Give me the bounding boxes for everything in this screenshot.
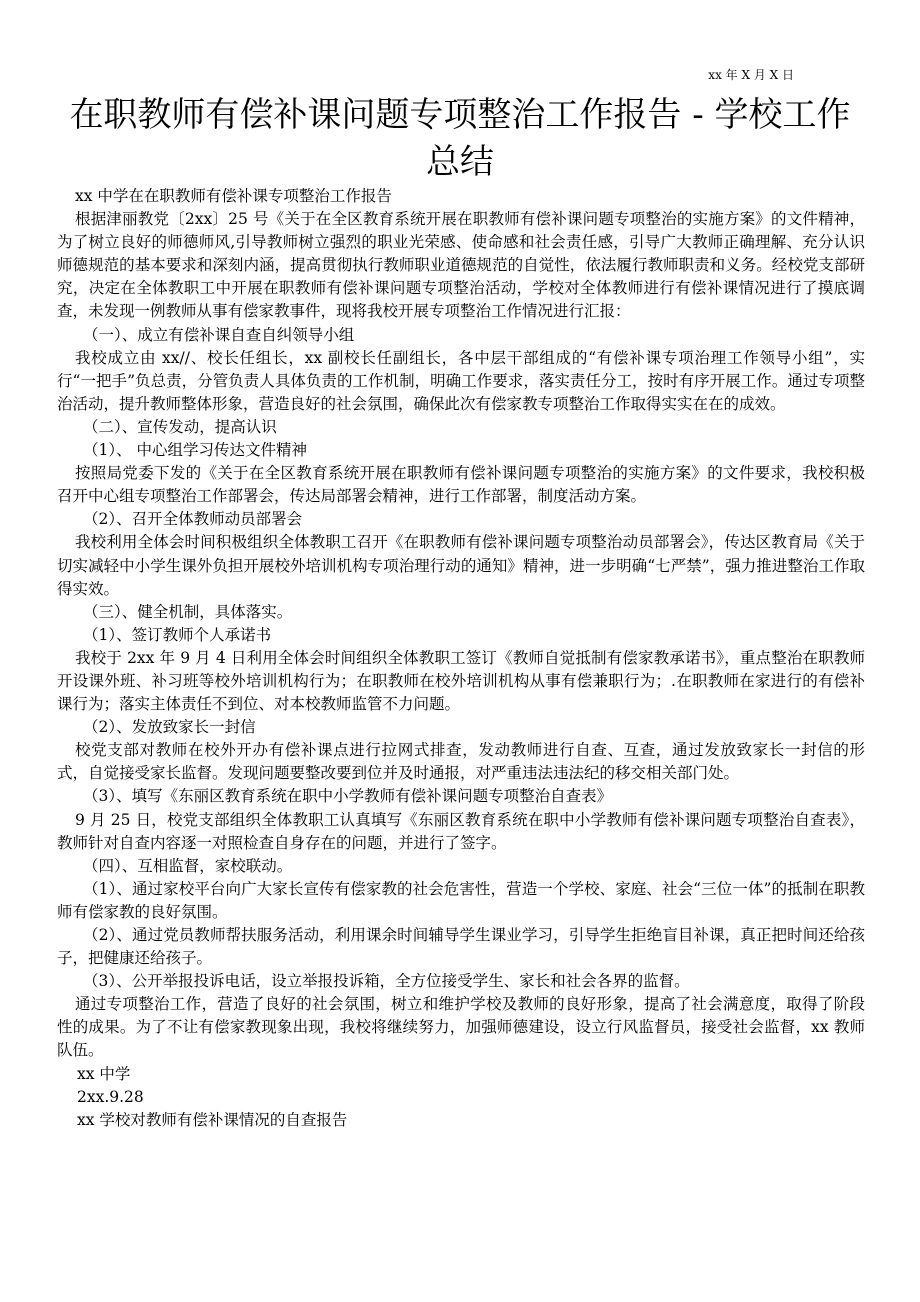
signature-school: xx 中学 bbox=[77, 1064, 131, 1083]
paragraph-intro: 根据津丽教党〔2xx〕25 号《关于在全区教育系统开展在职教师有偿补课问题专项整治的实施方案》的文件精神，为了树立良好的师德师风,引导教师树立强烈的职业光荣感、使命感和社会责任感，引导广大教师正确理解、充分认识师德规范的基本要求和深刻内涵，提高贯彻执行教师职业道德规范的自觉性，依法履行教师职责和义务。经校党支部研究，决定在全体教职工中开展在职教师有偿补课问题专项整治活动，学校对全体教师进行有偿补课情况进行了摸底调查，未发现一例教师从事有偿家教事件，现将我校开展专项整治工作情况进行汇报： bbox=[57, 210, 865, 321]
document-date: xx 年 X 月 X 日 bbox=[708, 68, 794, 82]
paragraph: 校党支部对教师在校外开办有偿补课点进行拉网式排查，发动教师进行自查、互查，通过发放致家长一封信的形式，自觉接受家长监督。发现问题要整改要到位并及时通报，对严重违法违法纪的移交相关部门处。 bbox=[57, 741, 865, 783]
paragraph: 我校于 2xx 年 9 月 4 日利用全体会时间组织全体教职工签订《教师自觉抵制有偿家教承诺书》，重点整治在职教师开设课外班、补习班等校外培训机构行为；在职教师在校外培训机构从事有偿兼职行为；.在职教师在家进行的有偿补课行为；落实主体责任不到位、对本校教师监管不力问题。 bbox=[57, 648, 865, 714]
sub-heading: （1）、签订教师个人承诺书 bbox=[83, 625, 272, 644]
signature-date: 2xx.9.28 bbox=[77, 1087, 144, 1106]
section-heading-3: （三）、健全机制，具体落实。 bbox=[83, 602, 293, 621]
paragraph-conclusion: 通过专项整治工作，营造了良好的社会氛围，树立和维护学校及教师的良好形象，提高了社会满意度，取得了阶段性的成果。为了不让有偿家教现象出现，我校将继续努力，加强师德建设，设立行风监督员，接受社会监督，xx 教师队伍。 bbox=[57, 995, 865, 1060]
paragraph: 按照局党委下发的《关于在全区教育系统开展在职教师有偿补课问题专项整治的实施方案》的文件要求，我校积极召开中心组专项整治工作部署会，传达局部署会精神，进行工作部署，制度活动方案。 bbox=[57, 464, 865, 506]
paragraph: 我校成立由 xx//、校长任组长，xx 副校长任副组长，各中层干部组成的“有偿补课专项治理工作领导小组”，实行“一把手”负总责，分管负责人具体负责的工作机制，明确工作要求，落实责任分工，按时有序开展工作。通过专项整治活动，提升教师整体形象，营造良好的社会氛围，确保此次有偿家教专项整治工作取得实实在在的成效。 bbox=[57, 348, 865, 413]
sub-heading: （2）、发放致家长一封信 bbox=[83, 718, 256, 737]
paragraph-subtitle: xx 中学在在职教师有偿补课专项整治工作报告 bbox=[75, 187, 392, 205]
section-heading-4: （四）、互相监督，家校联动。 bbox=[83, 856, 293, 875]
next-section-heading: xx 学校对教师有偿补课情况的自查报告 bbox=[77, 1110, 348, 1129]
list-item: （2）、通过党员教师帮扶服务活动，利用课余时间辅导学生课业学习，引导学生拒绝盲目补课，真正把时间还给孩子，把健康还给孩子。 bbox=[57, 926, 865, 968]
document-body bbox=[57, 185, 865, 1132]
page-title: 在职教师有偿补课问题专项整治工作报告 - 学校工作总结 bbox=[69, 95, 851, 182]
paragraph: 我校利用全体会时间积极组织全体教职工召开《在职教师有偿补课问题专项整治动员部署会》，传达区教育局《关于切实减轻中小学生课外负担开展校外培训机构专项治理行动的通知》精神，进一步明确“七严禁”，强力推进整治工作取得实效。 bbox=[57, 533, 865, 598]
paragraph: 9 月 25 日，校党支部组织全体教职工认真填写《东丽区教育系统在职中小学教师有偿补课问题专项整治自查表》，教师针对自查内容逐一对照检查自身存在的问题，并进行了签字。 bbox=[57, 810, 865, 852]
sub-heading: （2）、召开全体教师动员部署会 bbox=[83, 510, 303, 529]
list-item: （1）、通过家校平台向广大家长宣传有偿家教的社会危害性，营造一个学校、家庭、社会“三位一体”的抵制在职教师有偿家教的良好氛围。 bbox=[57, 879, 865, 921]
sub-heading: （1）、 中心组学习传达文件精神 bbox=[83, 441, 308, 460]
list-item: （3）、公开举报投诉电话，设立举报投诉箱，全方位接受学生、家长和社会各界的监督。 bbox=[83, 972, 690, 991]
sub-heading: （3）、填写《东丽区教育系统在职中小学教师有偿补课问题专项整治自查表》 bbox=[83, 787, 613, 806]
section-heading-2: （二）、宣传发动，提高认识 bbox=[83, 417, 277, 436]
section-heading-1: （一）、成立有偿补课自查自纠领导小组 bbox=[83, 325, 355, 344]
